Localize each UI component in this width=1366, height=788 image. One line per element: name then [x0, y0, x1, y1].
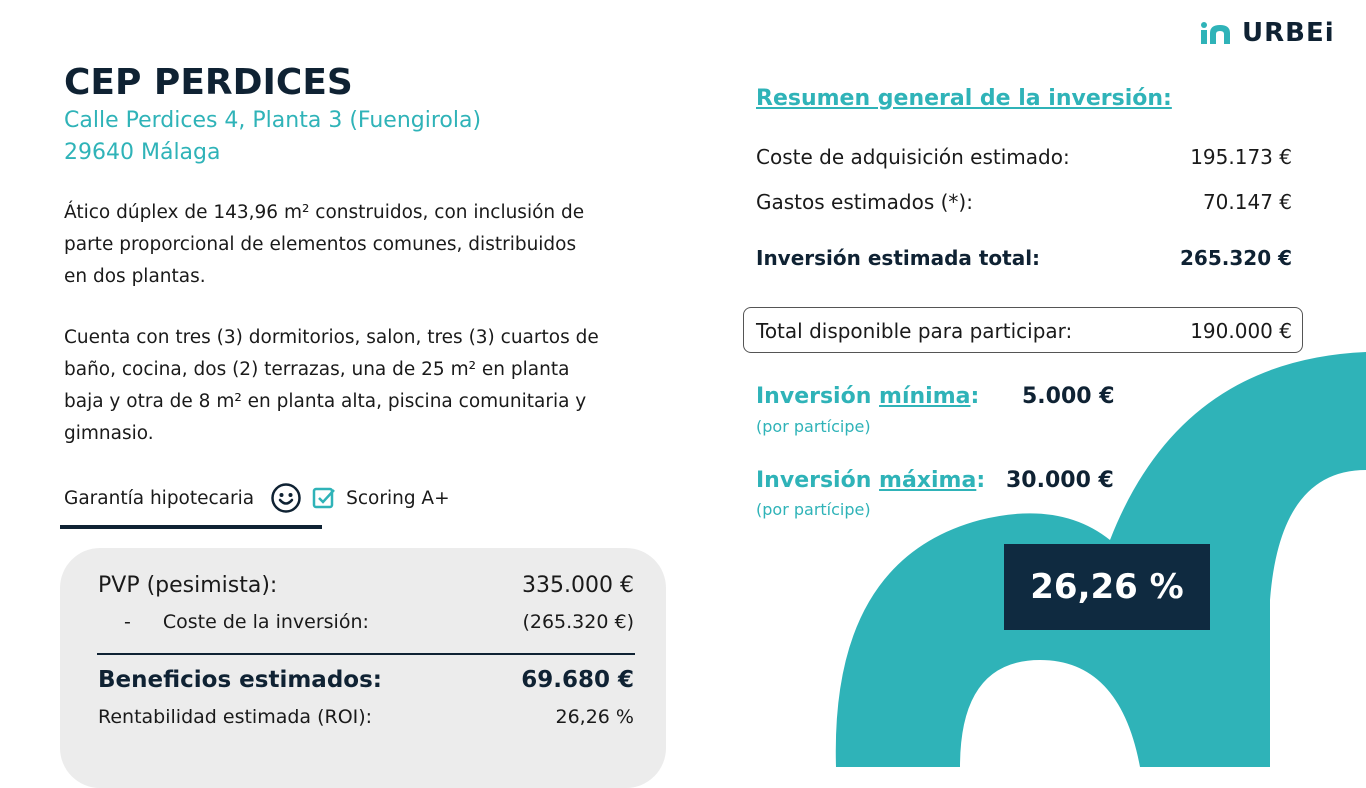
min-word: mínima	[879, 384, 971, 409]
description-line: Cuenta con tres (3) dormitorios, salon, tres (3) cuartos de	[64, 327, 599, 348]
benefit-label: Beneficios estimados:	[98, 667, 382, 693]
property-title: CEP PERDICES	[64, 62, 353, 103]
min-investment-sub: (por partícipe)	[756, 417, 871, 436]
description-line: parte proporcional de elementos comunes, distribuidos	[64, 234, 577, 255]
total-row	[756, 246, 1292, 270]
max-investment-sub: (por partícipe)	[756, 500, 871, 519]
scoring-label: Scoring A+	[346, 487, 450, 509]
roi-label: Rentabilidad estimada (ROI):	[98, 706, 373, 728]
pvp-value: 335.000 €	[522, 573, 634, 598]
property-address-line2: 29640 Málaga	[64, 140, 221, 165]
roi-value: 26,26 %	[555, 706, 634, 728]
description-paragraph-2	[64, 322, 664, 450]
guarantee-underline	[60, 525, 322, 529]
roi-row	[98, 706, 634, 728]
description-line: baja y otra de 8 m² en planta alta, piscina comunitaria y	[64, 391, 587, 412]
brand-name: URBEi	[1242, 18, 1335, 48]
min-investment-value: 5.000 €	[1022, 384, 1115, 409]
description-line: Ático dúplex de 143,96 m² construidos, con inclusión de	[64, 202, 585, 223]
benefit-row	[98, 667, 634, 693]
acquisition-label: Coste de adquisición estimado:	[756, 145, 1070, 169]
smiley-icon	[270, 482, 302, 514]
acquisition-value: 195.173 €	[1190, 145, 1292, 169]
checkbox-checked-icon	[312, 486, 336, 510]
available-row	[756, 319, 1292, 343]
min-suffix: :	[970, 384, 980, 409]
description-line: en dos plantas.	[64, 266, 206, 287]
description-paragraph-1	[64, 197, 664, 293]
expenses-row	[756, 190, 1292, 214]
benefit-value: 69.680 €	[521, 667, 634, 693]
total-value: 265.320 €	[1180, 246, 1292, 270]
max-word: máxima	[879, 468, 977, 493]
pvp-label: PVP (pesimista):	[98, 573, 278, 598]
available-value: 190.000 €	[1190, 319, 1292, 343]
roi-badge: 26,26 %	[1004, 544, 1210, 630]
pvp-row	[98, 573, 634, 598]
available-label: Total disponible para participar:	[756, 319, 1073, 343]
acquisition-row	[756, 145, 1292, 169]
max-investment-label	[756, 468, 985, 493]
cost-dash: -	[124, 611, 131, 633]
guarantee-label: Garantía hipotecaria	[64, 487, 255, 509]
profit-box	[60, 548, 666, 788]
max-prefix: Inversión	[756, 468, 880, 493]
summary-title: Resumen general de la inversión:	[756, 86, 1172, 111]
property-address-line1: Calle Perdices 4, Planta 3 (Fuengirola)	[64, 108, 482, 133]
max-investment-value: 30.000 €	[1006, 468, 1114, 493]
max-suffix: :	[976, 468, 986, 493]
min-investment-label	[756, 384, 979, 409]
cost-label: Coste de la inversión:	[162, 611, 369, 633]
divider	[97, 653, 635, 655]
expenses-value: 70.147 €	[1202, 190, 1292, 214]
brand-logo	[1200, 18, 1335, 48]
min-prefix: Inversión	[756, 384, 880, 409]
guarantee-row	[64, 482, 450, 514]
cost-row	[124, 611, 634, 633]
urbei-logo-icon	[1200, 21, 1234, 45]
description-line: gimnasio.	[64, 423, 154, 444]
cost-value: (265.320 €)	[522, 611, 634, 633]
expenses-label: Gastos estimados (*):	[756, 190, 973, 214]
total-label: Inversión estimada total:	[756, 246, 1041, 270]
description-line: baño, cocina, dos (2) terrazas, una de 25 m² en planta	[64, 359, 570, 380]
